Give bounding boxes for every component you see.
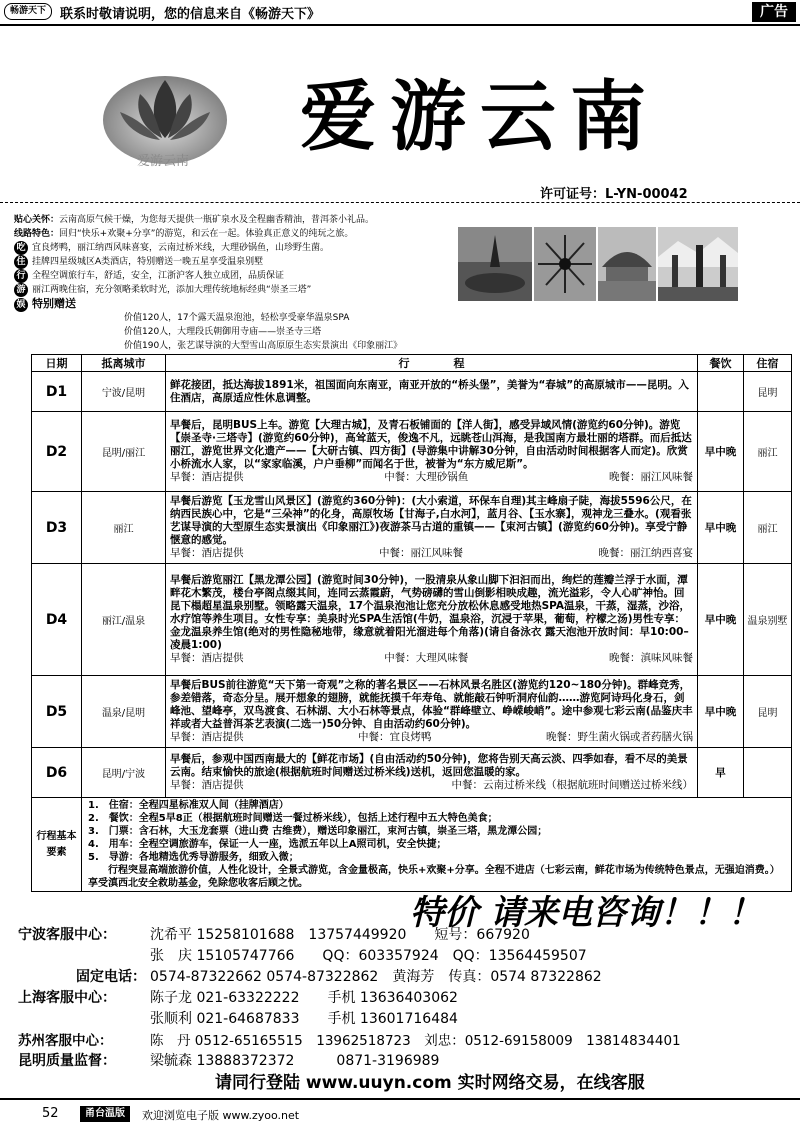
gift-item: 价值120人，17个露天温泉泡池，轻松享受豪华温泉SPA [124,313,350,323]
route-city: 宁波/昆明 [82,372,166,412]
edition-tag: 甬台温版 [80,1106,130,1122]
day-hotel: 温泉别墅 [744,564,792,676]
day-label: D1 [32,372,82,412]
banner-text: 联系时敬请说明，您的信息来自《畅游天下》 [60,7,321,22]
ad-label: 广告 [752,2,796,22]
contact-shanghai-2: 张顺利 021-64687833 手机 13601716484 [150,1011,458,1027]
header-program: 行 程 [166,355,698,372]
feature-tour: 游 丽江两晚住宿，充分领略柔软时光，添加大理传统地标经典“崇圣三塔” [14,283,469,297]
feature-care: 贴心关怀：云南高原气候干燥，为您每天提供一瓶矿泉水及全程幽香精油，普洱茶小礼品。 [14,215,375,225]
day-hotel: 丽江 [744,492,792,564]
top-banner [0,0,800,24]
day-program: 早餐后，参观中国西南最大的【鲜花市场】(自由活动约50分钟)，您将告别天高云淡、四季如春，看不尽的美景云南。结束愉快的旅途(根据航班时间赠送过桥米线)送机，返回您温暖的家。 早餐：酒店提供 中餐：云南过桥米线（根据航班时间赠送过桥米线） [166,748,698,798]
special-offer: 特价 请来电咨询！！！ [410,893,762,933]
contact-landline: 固定电话： 0574-87322662 0574-87322862 黄海芳 传真：0574 87322862 [76,969,602,985]
photo-monument [458,227,532,301]
notes-label: 行程基本要素 [32,798,82,892]
contact-ningbo: 宁波客服中心： 沈希平 15258101688 13757449920 短号：667920 [18,927,530,943]
meal-line: 早餐：酒店提供 中餐：丽江风味餐 晚餐：丽江纳西喜宴 [170,547,693,559]
feature-travel: 行 全程空调旅行车，舒适，安全，江浙沪客人独立成团，品质保证 [14,269,469,283]
day-label: D3 [32,492,82,564]
day-meals [698,372,744,412]
table-row [32,676,792,748]
tour-icon: 游 [14,283,28,297]
feature-stay: 住 挂牌四星级城区A类酒店，特别赠送一晚五星享受温泉别墅 [14,255,469,269]
day-label: D6 [32,748,82,798]
notes-row [32,798,792,892]
day-label: D2 [32,412,82,492]
day-hotel: 丽江 [744,412,792,492]
entertainment-icon: 娱 [14,298,28,312]
day-meals: 早中晚 [698,676,744,748]
day-hotel: 昆明 [744,372,792,412]
table-row [32,748,792,798]
meal-line: 早餐：酒店提供 中餐：云南过桥米线（根据航班时间赠送过桥米线） [170,779,693,791]
feature-entertainment: 娱 特别赠送 [14,297,469,311]
photo-ornament [534,227,596,301]
contact-shanghai: 上海客服中心： 陈子龙 021-63322222 手机 13636403062 [18,990,458,1006]
day-program: 早餐后游览【玉龙雪山风景区】(游览约360分钟)：(大小索道，环保车自理)其主峰扇子陡，海拔5596公尺，在纳西民族心中，它是“三朵神”的化身，高原牧场【甘海子,白水河】，蓝月谷、【玉水寨】，观神龙三叠水。(观看张艺谋导演的大型原生态实景演出《印象丽江》)夜游茶马古道的重镇——【束河古镇】(游览约60分钟)。享受宁静惬意的感觉。 早餐：酒店提供 中餐：丽江风味餐 晚餐：丽江纳西喜宴 [166,492,698,564]
route-city: 丽江/温泉 [82,564,166,676]
day-hotel [744,748,792,798]
day-program: 早餐后BUS前往游览“天下第一奇观”之称的著名景区——石林风景名胜区(游览约120~180分钟)。群峰竞秀，参差错落，奇态分呈。展开想象的翅膀，就能抚摸千年寿龟、就能敲石钟听洞府仙韵……游览阿诗玛化身石，剑峰池、望峰亭，双鸟渡食、石林湖、大小石林等景点，体验“群峰壁立、峥嵘峻峭”。途中参观七彩云南(品鉴庆丰祥或者大益普洱茶艺表演(二选一)50分钟、自由活动约60分钟)。 早餐：酒店提供 中餐：宜良烤鸭 晚餐：野生菌火锅或者药膳火锅 [166,676,698,748]
route-city: 昆明/丽江 [82,412,166,492]
meal-line: 早餐：酒店提供 中餐：宜良烤鸭 晚餐：野生菌火锅或者药膳火锅 [170,731,693,743]
photo-building [598,227,656,301]
stay-icon: 住 [14,255,28,269]
gift-item: 价值190人，张艺谋导演的大型雪山高原原生态实景演出《印象丽江》 [124,341,403,351]
publication-logo: 畅游天下 [4,3,52,20]
logo-caption: 爱游云南 [136,154,189,169]
contact-suzhou: 苏州客服中心： 陈 丹 0512-65165515 13962518723 刘忠：0512-69158009 13814834401 [18,1033,681,1049]
meal-line: 早餐：酒店提供 中餐：大理风味餐 晚餐：滇味风味餐 [170,652,693,664]
header-meals: 餐饮 [698,355,744,372]
table-header [32,355,792,372]
day-program: 早餐后，昆明BUS上车。游览【大理古城】，及青石板铺面的【洋人街】，感受异域风情(游览约60分钟)。游览【崇圣寺·三塔寺】(游览约60分钟)，高耸蓝天，俊逸不凡，远眺苍山洱海，是我国南方最壮丽的塔群。而后抵达丽江，游览世界文化遗产——【大研古镇、四方街】(导游集中讲解30分钟，自由活动时间根据客人而定)。欣赏小桥流水人家，以“家家临溪，户户垂柳”而闻名于世，被誉为“东方威尼斯”。 早餐：酒店提供 中餐：大理砂锅鱼 晚餐：丽江风味餐 [166,412,698,492]
day-program: 早餐后游览丽江【黑龙潭公园】(游览时间30分钟)，一股清泉从象山脚下汩汩而出，绚烂的莲瓣兰浮于水面，潭畔花木繁茂，楼台亭阁点缀其间，连同云蒸霞蔚，气势磅礴的雪山倒影相映成趣，流光溢彩，令人心旷神怡。回昆下榻超星温泉别墅。领略露天温泉，17个温泉泡池让您充分放松休息感受地热SPA温泉，干蒸，湿蒸，沙浴，水疗馆等养生项目。女性专享：美泉时光SPA生活馆(牛奶，温泉浴，沉浸于苹果，葡萄，柠檬之汤)男性专享：金龙温泉养生馆(绝对的男性隐秘地带，缘意就着阳光溜进每个角落)(请自备泳衣 露天泡池开放时间：早10:00–凌晨1:00) 早餐：酒店提供 中餐：大理风味餐 晚餐：滇味风味餐 [166,564,698,676]
day-meals: 早中晚 [698,564,744,676]
feature-eat: 吃 宜良烤鸭，丽江纳西风味喜宴，云南过桥米线，大理砂锅鱼，山珍野生菌。 [14,241,469,255]
gift-item: 价值120人，大理段氏朝御用寺庙——崇圣寺三塔 [124,327,322,337]
itinerary-table [31,354,792,892]
features-list [14,213,469,353]
table-row [32,564,792,676]
website-link[interactable]: 请同行登陆 www.uuyn.com 实时网络交易，在线客服 [215,1073,645,1093]
notes-list: 1. 住宿：全程四星标准双人间（挂牌酒店） 2. 餐饮：全程5早8正（根据航班时间赠送一餐过桥米线），包括上述行程中五大特色美食； 3. 门票：含石林，大玉龙套票（进山费 古维费），赠送印象丽江，束河古镇，崇圣三塔，黑龙潭公园； 4. 用车：全程空调旅游车，保证一人一座，选派五年以上A照司机，安全快捷； 5. 导游：各地精选优秀导游服务，细致入微； 行程突显高端旅游价值，人性化设计，全景式游览，含金量极高，快乐+欢聚+分享。全程不进店（七彩云南，鲜花市场为传统特色景点，无强迫消费。） 享受滇西北安全救助基金，免除您收客后顾之忧。 [82,798,792,892]
header-hotel: 住宿 [744,355,792,372]
travel-icon: 行 [14,269,28,283]
contact-kunming-supervisor: 昆明质量监督： 梁毓森 13888372372 0871-3196989 [18,1053,440,1069]
meal-line: 早餐：酒店提供 中餐：大理砂锅鱼 晚餐：丽江风味餐 [170,471,693,483]
eat-icon: 吃 [14,241,28,255]
day-label: D4 [32,564,82,676]
photo-pagodas [658,227,738,301]
divider [0,202,800,203]
footer-website[interactable]: 欢迎浏览电子版 www.zyoo.net [142,1109,300,1122]
day-meals: 早中晚 [698,492,744,564]
route-city: 温泉/昆明 [82,676,166,748]
day-hotel: 昆明 [744,676,792,748]
feature-highlight: 线路特色：回归“快乐+欢聚+分享”的游览，和云在一起。体验真正意义的纯玩之旅。 [14,229,354,239]
day-program: 鲜花接团，抵达海拔1891米，祖国面向东南亚，南亚开放的“桥头堡”，美誉为“春城”的高原城市——昆明。入住酒店，高原适应性休息调整。 [166,372,698,412]
route-city: 丽江 [82,492,166,564]
day-label: D5 [32,676,82,748]
header-date: 日期 [32,355,82,372]
top-rule [0,24,800,26]
day-meals: 早中晚 [698,412,744,492]
table-row [32,412,792,492]
table-row [32,372,792,412]
table-row [32,492,792,564]
license-number: 许可证号：L-YN-00042 [540,187,688,202]
header-city: 抵离城市 [82,355,166,372]
route-city: 昆明/宁波 [82,748,166,798]
divider [0,1098,800,1100]
contact-ningbo-2: 张 庆 15105747766 QQ：603357924 QQ：13564459507 [150,948,587,964]
page-number: 52 [42,1106,59,1121]
day-meals: 早 [698,748,744,798]
page-title: 爱游云南 [300,72,660,161]
